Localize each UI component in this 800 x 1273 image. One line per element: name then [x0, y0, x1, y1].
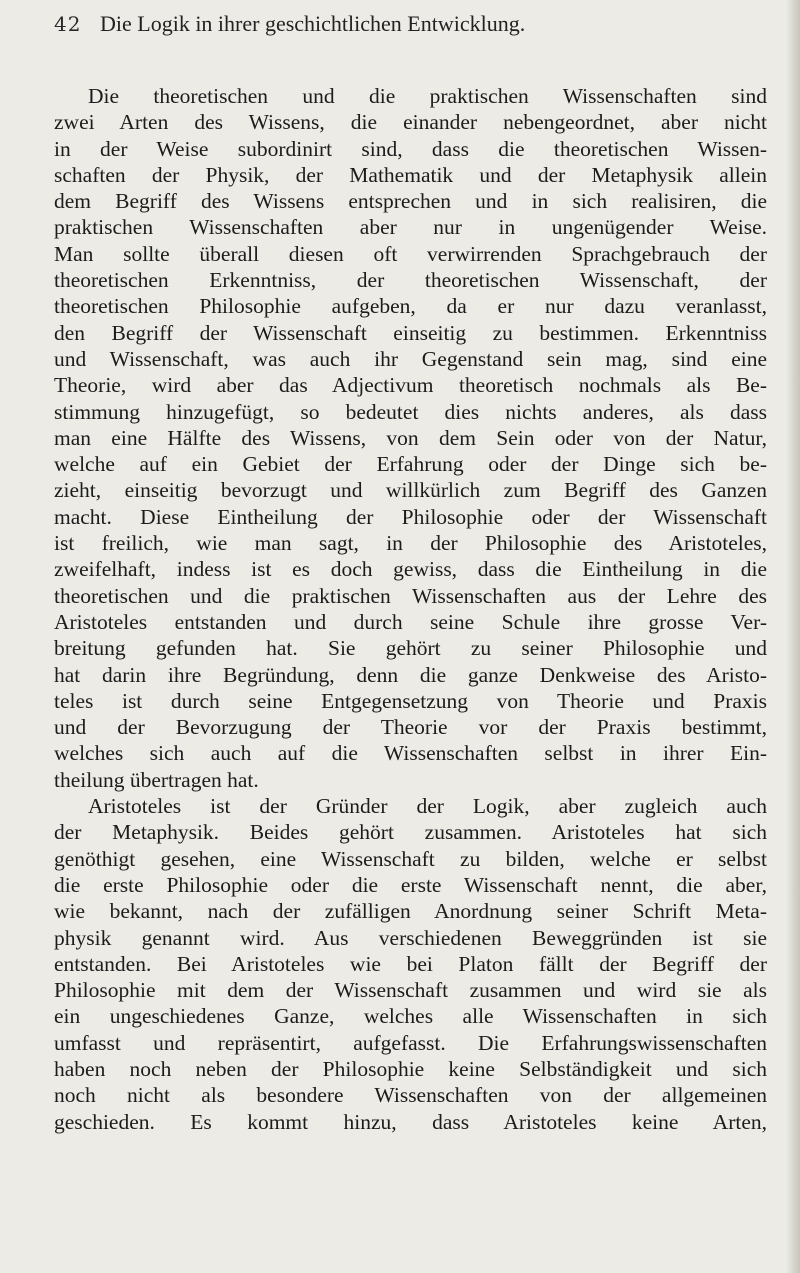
text-line: ein ungeschiedenes Ganze, welches alle Wissenschaften in sich	[54, 1004, 767, 1029]
text-line: Man sollte überall diesen oft verwirrenden Sprachgebrauch der	[54, 241, 767, 266]
body-text	[54, 83, 767, 1135]
text-line: ist freilich, wie man sagt, in der Philosophie des Aristoteles,	[54, 531, 767, 556]
text-line: wie bekannt, nach der zufälligen Anordnung seiner Schrift Meta-	[54, 899, 767, 924]
text-line: physik genannt wird. Aus verschiedenen Beweggründen ist sie	[54, 925, 767, 950]
text-line: breitung gefunden hat. Sie gehört zu seiner Philosophie und	[54, 636, 767, 661]
page-edge-shadow	[786, 0, 800, 1273]
text-line: Aristoteles entstanden und durch seine Schule ihre grosse Ver-	[54, 609, 767, 634]
text-line: umfasst und repräsentirt, aufgefasst. Die Erfahrungswissenschaften	[54, 1030, 767, 1055]
page-number: 42	[54, 12, 82, 36]
text-line: Theorie, wird aber das Adjectivum theoretisch nochmals als Be-	[54, 373, 767, 398]
text-line: noch nicht als besondere Wissenschaften von der allgemeinen	[54, 1083, 767, 1108]
text-line: entstanden. Bei Aristoteles wie bei Platon fällt der Begriff der	[54, 951, 767, 976]
text-line: theilung übertragen hat.	[54, 767, 259, 792]
text-line: theoretischen und die praktischen Wissenschaften aus der Lehre des	[54, 583, 767, 608]
text-line: zwei Arten des Wissens, die einander nebengeordnet, aber nicht	[54, 110, 767, 135]
text-line: dem Begriff des Wissens entsprechen und in sich realisiren, die	[54, 189, 767, 214]
text-line: Die theoretischen und die praktischen Wissenschaften sind	[88, 84, 767, 108]
text-line: schaften der Physik, der Mathematik und der Metaphysik allein	[54, 162, 767, 187]
text-line: hat darin ihre Begründung, denn die ganze Denkweise des Aristo-	[54, 662, 767, 687]
text-line: geschieden. Es kommt hinzu, dass Aristoteles keine Arten,	[54, 1109, 767, 1134]
text-line: stimmung hinzugefügt, so bedeutet dies nichts anderes, als dass	[54, 399, 767, 424]
text-line: und der Bevorzugung der Theorie vor der Praxis bestimmt,	[54, 715, 767, 740]
text-line: zweifelhaft, indess ist es doch gewiss, dass die Eintheilung in die	[54, 557, 767, 582]
text-line: macht. Diese Eintheilung der Philosophie oder der Wissenschaft	[54, 504, 767, 529]
text-line: man eine Hälfte des Wissens, von dem Sein oder von der Natur,	[54, 425, 767, 450]
text-line: in der Weise subordinirt sind, dass die theoretischen Wissen-	[54, 136, 767, 161]
page-header	[54, 8, 774, 42]
text-line: praktischen Wissenschaften aber nur in ungenügender Weise.	[54, 215, 767, 240]
text-line: zieht, einseitig bevorzugt und willkürlich zum Begriff des Ganzen	[54, 478, 767, 503]
text-line: den Begriff der Wissenschaft einseitig zu bestimmen. Erkenntniss	[54, 320, 767, 345]
text-line: theoretischen Erkenntniss, der theoretischen Wissenschaft, der	[54, 268, 767, 293]
text-line: haben noch neben der Philosophie keine Selbständigkeit und sich	[54, 1056, 767, 1081]
text-line: die erste Philosophie oder die erste Wissenschaft nennt, die aber,	[54, 872, 767, 897]
text-line: der Metaphysik. Beides gehört zusammen. Aristoteles hat sich	[54, 820, 767, 845]
text-line: genöthigt gesehen, eine Wissenschaft zu bilden, welche er selbst	[54, 846, 767, 871]
text-line: Philosophie mit dem der Wissenschaft zusammen und wird sie als	[54, 978, 767, 1003]
text-line: welche auf ein Gebiet der Erfahrung oder der Dinge sich be-	[54, 452, 767, 477]
text-line: Aristoteles ist der Gründer der Logik, aber zugleich auch	[88, 794, 767, 819]
text-line: theoretischen Philosophie aufgeben, da er nur dazu veranlasst,	[54, 294, 767, 319]
text-line: welches sich auch auf die Wissenschaften selbst in ihrer Ein-	[54, 741, 767, 766]
running-head: Die Logik in ihrer geschichtlichen Entwicklung.	[100, 11, 526, 36]
text-line: teles ist durch seine Entgegensetzung von Theorie und Praxis	[54, 688, 767, 713]
text-line: und Wissenschaft, was auch ihr Gegenstand sein mag, sind eine	[54, 346, 767, 371]
